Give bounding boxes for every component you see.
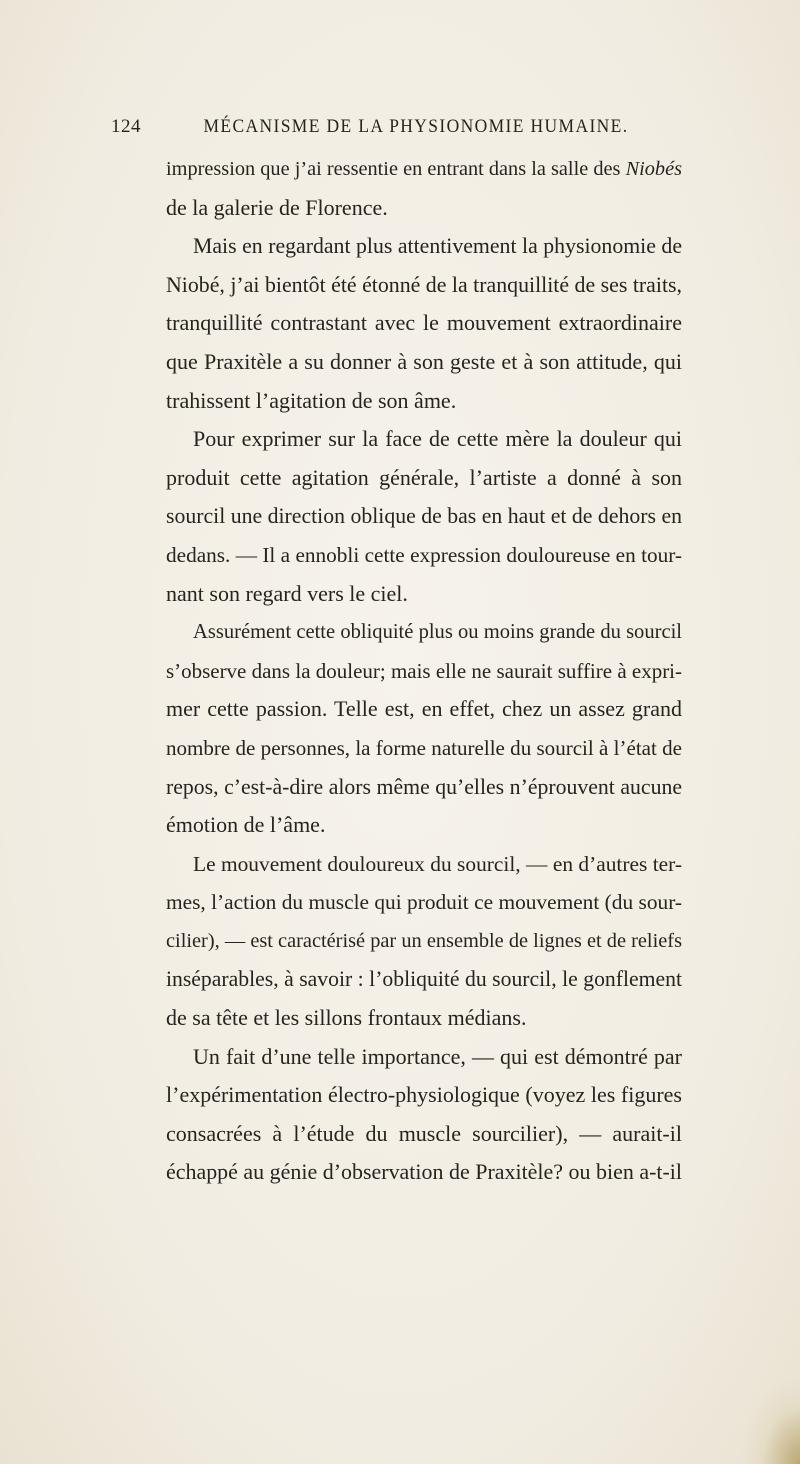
text-line (166, 575, 682, 614)
text-line-content: impression que j’ai ressentie en entrant dans la salle des (166, 158, 626, 180)
text-line-content: cilier), — est caractérisé par un ensemble de lignes et de reliefs (166, 929, 682, 952)
text-line-content: mes, l’action du muscle qui produit ce mouvement (du sour- (166, 890, 682, 915)
text-line-content: Mais en regardant plus attentivement la physionomie de (193, 234, 682, 259)
text-line-content: repos, c’est-à-dire alors même qu’elles n’éprouvent aucune (166, 774, 682, 799)
text-line (166, 922, 682, 961)
text-line (166, 999, 682, 1038)
text-line-content: que Praxitèle a su donner à son geste et à son attitude, qui (166, 348, 682, 374)
text-line (166, 690, 682, 729)
text-line-content: sourcil une direction oblique de bas en haut et de dehors en (166, 504, 682, 529)
text-line (166, 613, 682, 652)
page-header (111, 112, 681, 142)
text-line-content: dedans. — Il a ennobli cette expression douloureuse en tour- (166, 542, 682, 567)
text-line (166, 227, 682, 266)
running-head: MÉCANISME DE LA PHYSIONOMIE HUMAINE. (203, 116, 629, 137)
text-line-content: Le mouvement douloureux du sourcil, — en d’autres ter- (193, 851, 682, 876)
text-line-content: produit cette agitation générale, l’artiste a donné à son (166, 464, 682, 490)
text-line (166, 266, 682, 305)
text-line (166, 845, 682, 884)
text-line-content: échappé au génie d’observation de Praxitèle? ou bien a-t-il (166, 1159, 682, 1185)
body-text (166, 150, 682, 1192)
text-line-content: inséparables, à savoir : l’obliquité du sourcil, le gonflement (166, 967, 682, 992)
text-line-content: tranquillité contrastant avec le mouvement extraordinaire (166, 310, 682, 336)
text-line-content: trahissent l’agitation de son âme. (166, 387, 457, 413)
text-line (166, 150, 682, 189)
paper-stain (740, 1374, 800, 1464)
page-number: 124 (111, 116, 141, 137)
text-line (166, 343, 682, 382)
text-line (166, 1076, 682, 1115)
text-line (166, 652, 682, 691)
text-line (166, 1115, 682, 1154)
text-line (166, 768, 682, 807)
text-line (166, 420, 682, 459)
text-line (166, 189, 682, 228)
text-line (166, 883, 682, 922)
text-line-content: de sa tête et les sillons frontaux médians. (166, 1005, 527, 1031)
text-line-content: l’expérimentation électro-physiologique (voyez les figures (166, 1082, 682, 1108)
italic-word: Niobés (625, 158, 682, 180)
text-line (166, 960, 682, 999)
text-line (166, 497, 682, 536)
text-line-content: consacrées à l’étude du muscle sourcilier), — aurait-il (166, 1120, 682, 1146)
text-line (166, 382, 682, 421)
text-line-content: Niobé, j’ai bientôt été étonné de la tranquillité de ses traits, (166, 272, 682, 297)
text-line-content: nombre de personnes, la forme naturelle du sourcil à l’état de (166, 735, 682, 760)
text-line (166, 536, 682, 575)
text-line (166, 1153, 682, 1192)
text-line (166, 459, 682, 498)
text-line-content: s’observe dans la douleur; mais elle ne saurait suffire à expri- (166, 658, 682, 683)
text-line-content: Assurément cette obliquité plus ou moins grande du sourcil (193, 621, 682, 644)
text-line-content: Un fait d’une telle importance, — qui est démontré par (193, 1043, 682, 1069)
text-line (166, 1038, 682, 1077)
text-line (166, 806, 682, 845)
text-line-content: émotion de l’âme. (166, 812, 326, 838)
text-line (166, 729, 682, 768)
text-line-content: de la galerie de Florence. (166, 194, 388, 220)
text-line-content: Pour exprimer sur la face de cette mère la douleur qui (193, 426, 682, 452)
text-line-content: nant son regard vers le ciel. (166, 580, 408, 606)
text-line (166, 304, 682, 343)
text-line-content: mer cette passion. Telle est, en effet, chez un assez grand (166, 696, 682, 722)
